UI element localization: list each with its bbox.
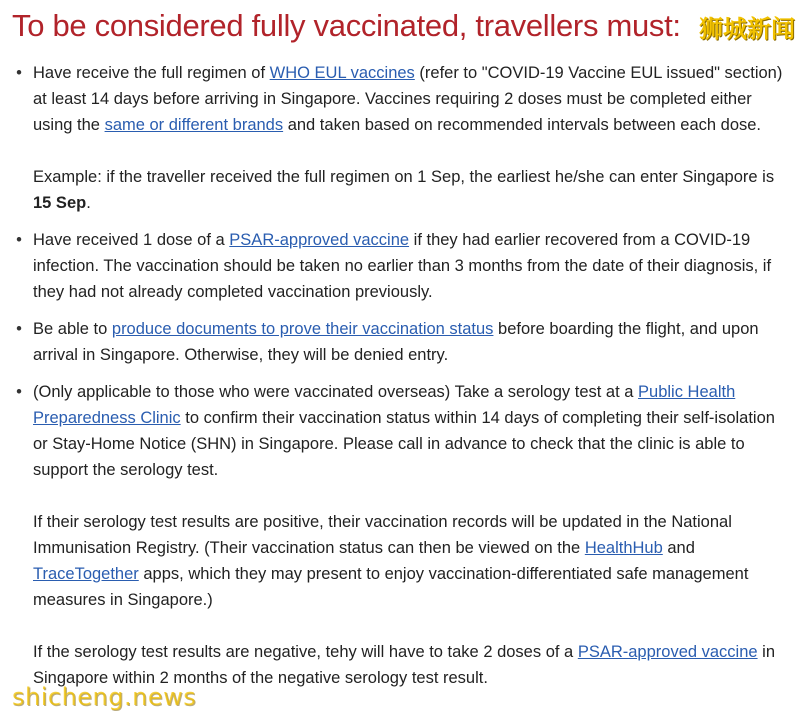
spacer (33, 483, 793, 509)
bullet-icon: • (16, 231, 22, 249)
example-paragraph (33, 164, 793, 216)
list-item-full-regimen (16, 60, 793, 216)
brand-logo-text: 狮城新闻 (699, 15, 795, 43)
same-or-different-brands-link[interactable]: same or different brands (104, 116, 284, 134)
tracetogether-link[interactable]: TraceTogether (33, 565, 139, 583)
requirements-content (16, 60, 793, 691)
bullet-icon: • (16, 383, 22, 401)
text: Be able to (33, 320, 112, 338)
psar-approved-vaccine-link[interactable]: PSAR-approved vaccine (229, 231, 410, 249)
example-date: 15 Sep (33, 194, 87, 212)
paragraph (33, 379, 793, 483)
spacer (33, 613, 793, 639)
produce-documents-link[interactable]: produce documents to prove their vaccination status (111, 320, 494, 338)
text: in Singapore within 2 months of the negative serology test result. (33, 643, 776, 687)
text: and taken based on recommended intervals between each dose. (283, 116, 762, 134)
public-health-preparedness-clinic-link[interactable]: Public Health Preparedness Clinic (33, 383, 736, 427)
healthhub-link[interactable]: HealthHub (584, 539, 663, 557)
spacer (33, 368, 793, 379)
list-item-serology (16, 379, 793, 691)
paragraph (33, 227, 793, 305)
text: if they had earlier recovered from a COVID-19 infection. The vaccination should be taken no earlier than 3 months from the date of their diagnosis, if they had not already completed vaccination previously. (33, 231, 772, 301)
psar-approved-vaccine-link-2[interactable]: PSAR-approved vaccine (577, 643, 758, 661)
text: Example: if the traveller received the full regimen on 1 Sep, the earliest he/she can enter Singapore is (33, 168, 775, 186)
spacer (33, 138, 793, 164)
list-item-recovered (16, 227, 793, 305)
text: (refer to "COVID-19 Vaccine EUL issued" section) at least 14 days before arriving in Singapore. Vaccines requiring 2 doses must be completed either using the (33, 64, 783, 134)
positive-result-paragraph (33, 509, 793, 613)
who-eul-vaccines-link[interactable]: WHO EUL vaccines (269, 64, 415, 82)
paragraph (33, 316, 793, 368)
requirements-list (16, 60, 793, 691)
text: Have receive the full regimen of (33, 64, 270, 82)
text: (Only applicable to those who were vaccinated overseas) Take a serology test at a (33, 383, 639, 401)
spacer (33, 216, 793, 227)
text: to confirm their vaccination status within 14 days of completing their self-isolation or Stay-Home Notice (SHN) in Singapore. Please call in advance to check that the clinic is able to support the serology test. (33, 409, 775, 479)
text: and (662, 539, 695, 557)
bullet-icon: • (16, 320, 22, 338)
list-item-documents (16, 316, 793, 368)
text: Have received 1 dose of a (33, 231, 230, 249)
text: If their serology test results are positive, their vaccination records will be updated in the National Immunisation Registry. (Their vaccination status can then be viewed on the (33, 513, 732, 557)
spacer (33, 305, 793, 316)
page-title: To be considered fully vaccinated, travellers must: (12, 8, 681, 43)
text: apps, which they may present to enjoy vaccination-differentiated safe management measures in Singapore.) (33, 565, 749, 609)
watermark-logo: shicheng.news (12, 683, 197, 711)
text: . (86, 194, 91, 212)
text: before boarding the flight, and upon arrival in Singapore. Otherwise, they will be denied entry. (33, 320, 759, 364)
bullet-icon: • (16, 64, 22, 82)
paragraph (33, 60, 793, 138)
text: If the serology test results are negative, tehy will have to take 2 doses of a (33, 643, 578, 661)
